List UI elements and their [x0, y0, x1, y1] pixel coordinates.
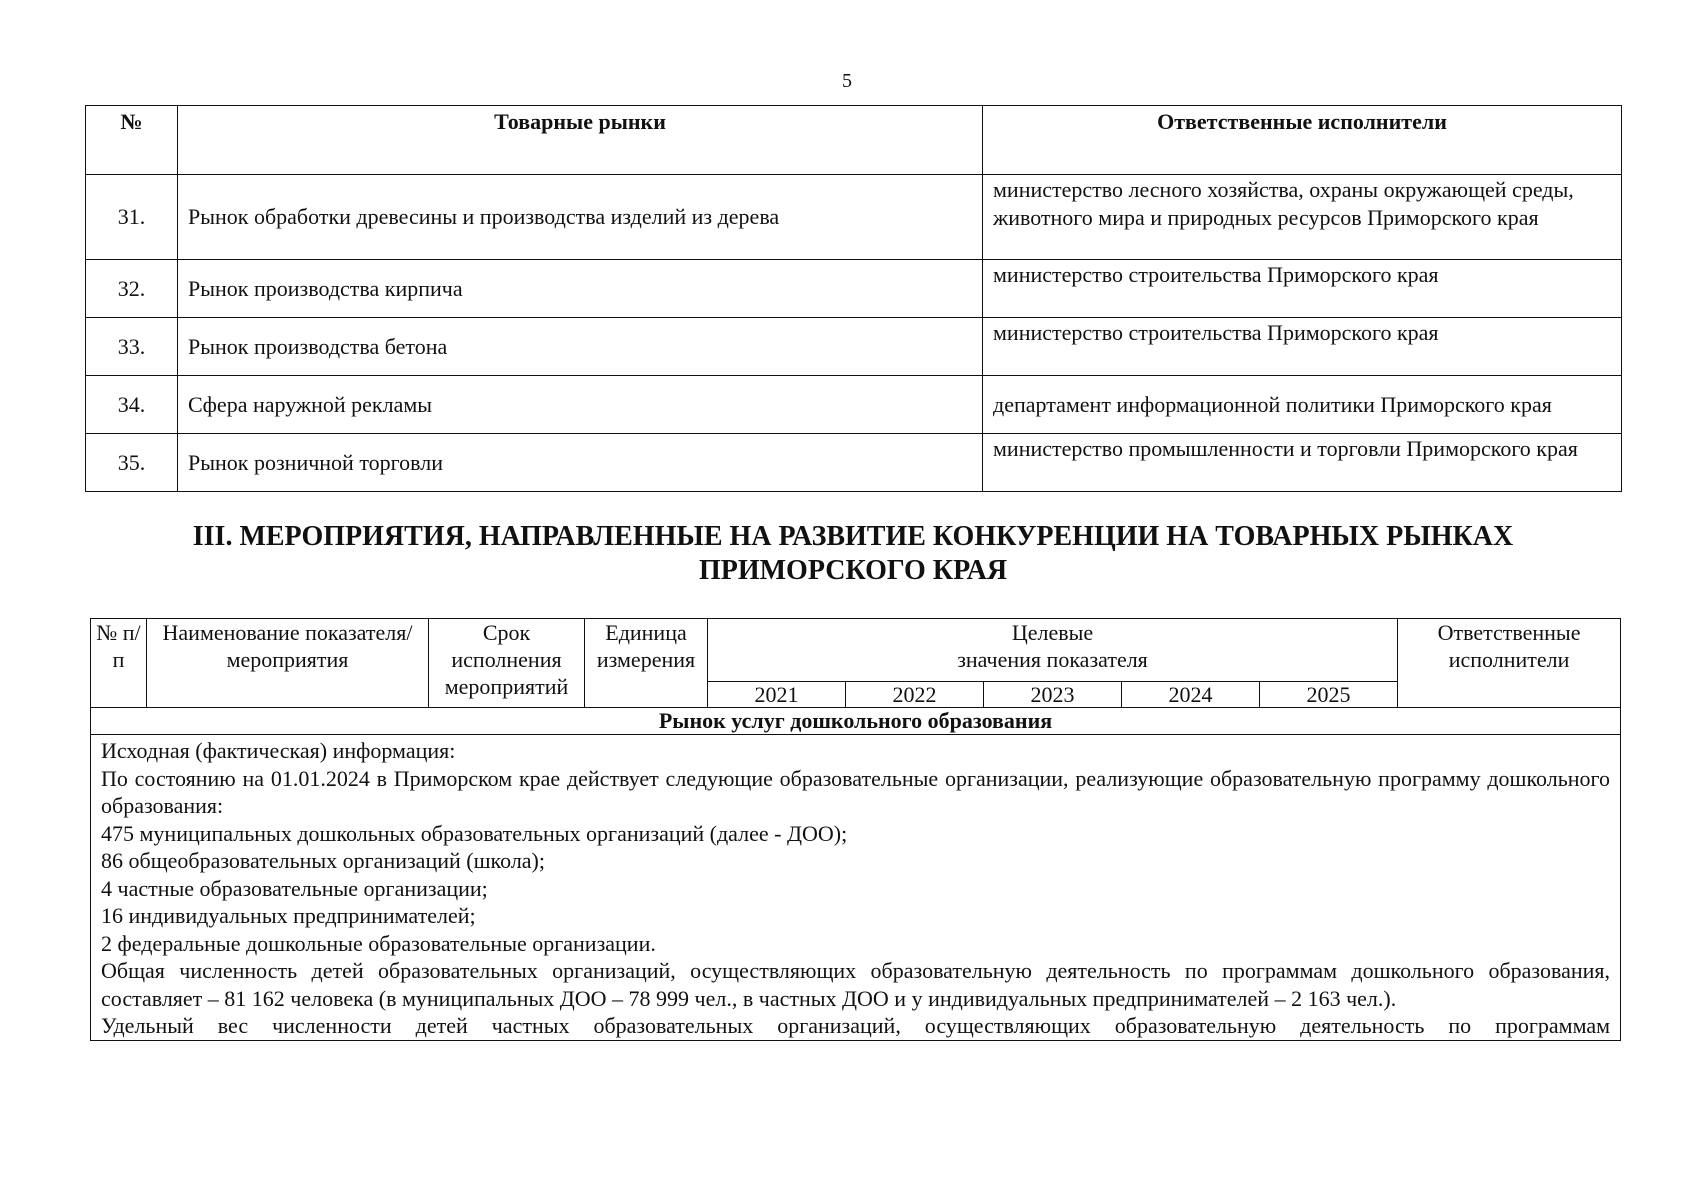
- row-num: 32.: [86, 260, 178, 318]
- paragraph: Удельный вес численности детей частных образовательных организаций, осуществляющих образовательную деятельность по программам: [101, 1013, 1611, 1038]
- paragraph: 4 частные образовательные организации;: [101, 875, 488, 901]
- row-responsible: министерство промышленности и торговли Приморского края: [983, 434, 1622, 492]
- header-responsible: Ответственные исполнители: [983, 106, 1622, 175]
- header-target-line-1: Целевые: [1011, 620, 1094, 645]
- page-number: 5: [842, 70, 852, 92]
- row-num: 33.: [86, 318, 178, 376]
- header-num: №: [86, 106, 178, 175]
- row-market: Сфера наружной рекламы: [178, 376, 983, 434]
- header-target-line-2: значения показателя: [957, 647, 1148, 672]
- row-market: Рынок обработки древесины и производства изделий из дерева: [178, 175, 983, 260]
- subsection-row: [91, 708, 1621, 735]
- header-num: № п/п: [91, 619, 147, 708]
- paragraph: 475 муниципальных дошкольных образовательных организаций (далее - ДОО);: [101, 820, 848, 846]
- year-cell: 2022: [846, 682, 984, 708]
- table-row: [86, 434, 1622, 492]
- table-row: [86, 260, 1622, 318]
- row-responsible: министерство строительства Приморского края: [983, 318, 1622, 376]
- row-responsible: департамент информационной политики Приморского края: [983, 376, 1622, 434]
- row-responsible: министерство лесного хозяйства, охраны окружающей среды, животного мира и природных ресурсов Приморского края: [983, 175, 1622, 260]
- header-deadline: Срок исполнения мероприятий: [429, 619, 585, 708]
- table-row: [86, 175, 1622, 260]
- measures-table: [90, 618, 1621, 1041]
- year-cell: 2023: [984, 682, 1122, 708]
- year-cell: 2025: [1260, 682, 1398, 708]
- row-responsible: министерство строительства Приморского края: [983, 260, 1622, 318]
- section-title-line-2: ПРИМОРСКОГО КРАЯ: [698, 555, 1008, 586]
- table-row: [86, 376, 1622, 434]
- row-market: Рынок производства бетона: [178, 318, 983, 376]
- header-name: Наименование показателя/мероприятия: [147, 619, 429, 708]
- row-num: 34.: [86, 376, 178, 434]
- measures-header-row: [91, 619, 1621, 682]
- paragraph: 2 федеральные дошкольные образовательные организации.: [101, 930, 656, 956]
- section-title-line-1: III. МЕРОПРИЯТИЯ, НАПРАВЛЕННЫЕ НА РАЗВИТИЕ КОНКУРЕНЦИИ НА ТОВАРНЫХ РЫНКАХ: [192, 521, 1514, 552]
- paragraph: Исходная (фактическая) информация:: [101, 738, 456, 763]
- row-num: 35.: [86, 434, 178, 492]
- source-info-cell: [91, 735, 1621, 1041]
- paragraph: 86 общеобразовательных организаций (школа);: [101, 848, 545, 873]
- row-market: Рынок розничной торговли: [178, 434, 983, 492]
- row-market: Рынок производства кирпича: [178, 260, 983, 318]
- section-title: [85, 520, 1621, 588]
- year-cell: 2021: [708, 682, 846, 708]
- paragraph: Общая численность детей образовательных организаций, осуществляющих образовательную деятельность по программам дошкольного образования, составляет – 81 162 человека (в муниципальных ДОО – 78 999 чел., в частных ДОО и у индивидуальных предпринимателей – 2 163 чел.).: [101, 958, 1611, 1011]
- header-unit: Единица измерения: [585, 619, 708, 708]
- row-num: 31.: [86, 175, 178, 260]
- body-row: [91, 735, 1621, 1041]
- subsection-title: Рынок услуг дошкольного образования: [91, 708, 1621, 735]
- markets-table: [85, 105, 1622, 492]
- table-row: [86, 318, 1622, 376]
- markets-table-header: [86, 106, 1622, 175]
- paragraph: 16 индивидуальных предпринимателей;: [101, 903, 476, 928]
- paragraph: По состоянию на 01.01.2024 в Приморском крае действует следующие образовательные организации, реализующие образовательную программу дошкольного образования:: [101, 765, 1611, 818]
- header-market: Товарные рынки: [178, 106, 983, 175]
- header-target-values: [708, 619, 1398, 682]
- header-responsible: Ответственные исполнители: [1398, 619, 1621, 708]
- year-cell: 2024: [1122, 682, 1260, 708]
